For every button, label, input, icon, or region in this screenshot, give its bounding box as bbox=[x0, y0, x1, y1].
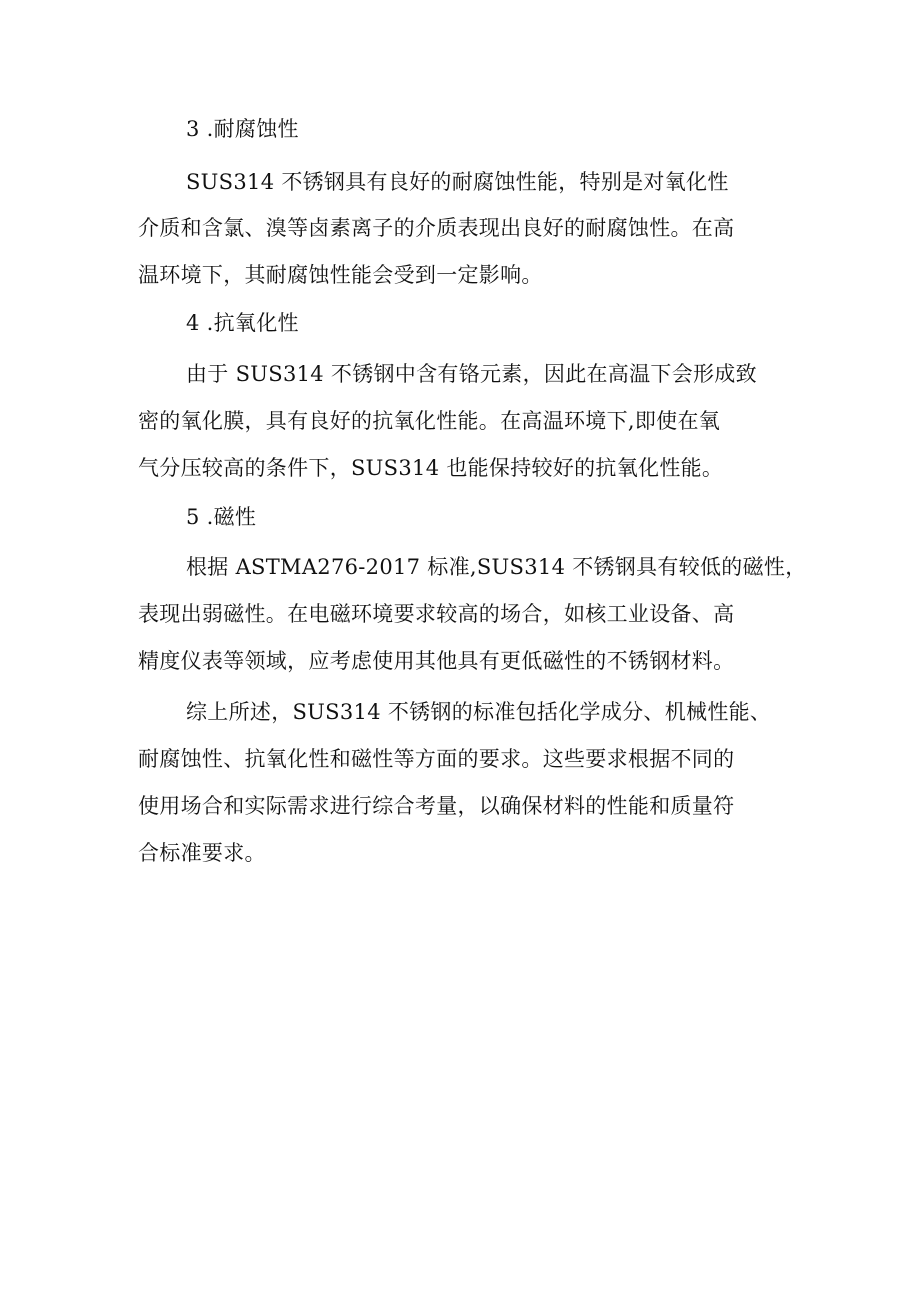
summary-line: 耐腐蚀性、抗氧化性和磁性等方面的要求。这些要求根据不同的 bbox=[138, 747, 735, 771]
paragraph-line: 表现出弱磁性。在电磁环境要求较高的场合，如核工业设备、高 bbox=[138, 602, 735, 626]
paragraph-line: 由于 SUS314 不锈钢中含有铬元素，因此在高温下会形成致 bbox=[186, 362, 757, 386]
section-heading-magnetism: 5 .磁性 bbox=[186, 505, 257, 529]
summary-line: 综上所述，SUS314 不锈钢的标准包括化学成分、机械性能、 bbox=[186, 700, 772, 724]
section-heading-oxidation: 4 .抗氧化性 bbox=[186, 311, 299, 335]
paragraph-line: 根据 ASTMA276-2017 标准,SUS314 不锈钢具有较低的磁性， bbox=[186, 555, 807, 579]
section-heading-corrosion: 3 .耐腐蚀性 bbox=[186, 117, 299, 141]
summary-line: 合标准要求。 bbox=[138, 841, 266, 865]
paragraph-line: SUS314 不锈钢具有良好的耐腐蚀性能，特别是对氧化性 bbox=[186, 170, 729, 194]
paragraph-line: 气分压较高的条件下，SUS314 也能保持较好的抗氧化性能。 bbox=[138, 456, 724, 480]
paragraph-line: 介质和含氯、溴等卤素离子的介质表现出良好的耐腐蚀性。在高 bbox=[138, 216, 735, 240]
paragraph-line: 精度仪表等领域，应考虑使用其他具有更低磁性的不锈钢材料。 bbox=[138, 649, 735, 673]
summary-line: 使用场合和实际需求进行综合考量，以确保材料的性能和质量符 bbox=[138, 794, 735, 818]
paragraph-line: 温环境下，其耐腐蚀性能会受到一定影响。 bbox=[138, 263, 543, 287]
paragraph-line: 密的氧化膜，具有良好的抗氧化性能。在高温环境下,即使在氧 bbox=[138, 409, 721, 433]
